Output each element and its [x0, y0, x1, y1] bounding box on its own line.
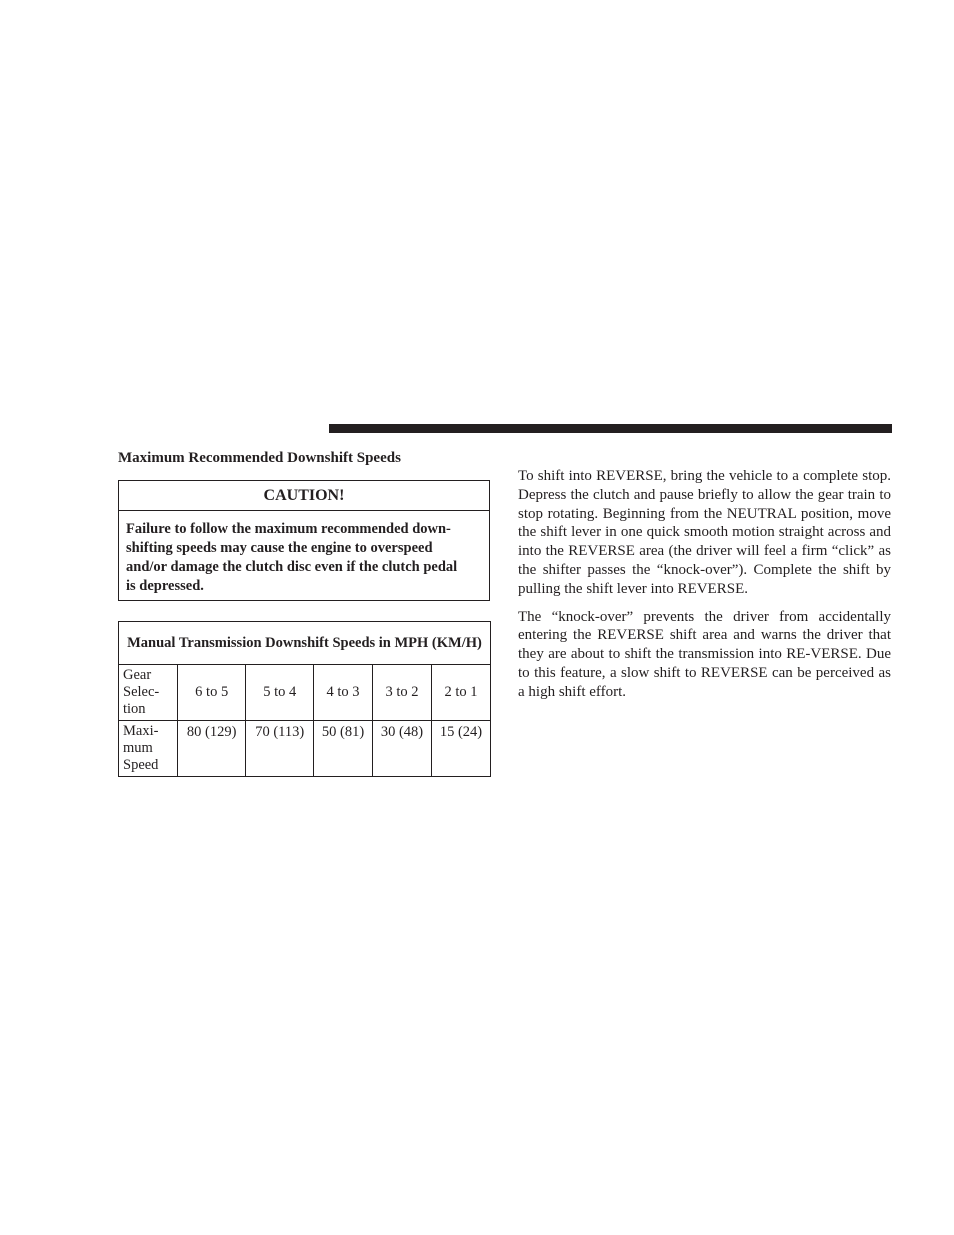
table-cell: 30 (48)	[373, 721, 432, 777]
paragraph-knock-over: The “knock-over” prevents the driver from accidentally entering the REVERSE shift area and warns the driver that they are about to shift the transmission into RE-VERSE. Due to this feature, a slow shift to REVERSE can be perceived as a high shift effort.	[518, 608, 891, 700]
table-cell: 70 (113)	[246, 721, 314, 777]
right-column-text	[518, 467, 891, 711]
table-cell: 15 (24)	[431, 721, 490, 777]
caution-body: Failure to follow the maximum recommended down- shifting speeds may cause the engine to overspeed and/or damage the clutch disc even if the clutch pedal is depressed.	[126, 521, 458, 594]
caution-title: CAUTION!	[119, 481, 489, 511]
table-cell: 4 to 3	[314, 665, 373, 721]
section-header-rule	[329, 424, 892, 433]
table-cell: 50 (81)	[314, 721, 373, 777]
table-cell: 80 (129)	[178, 721, 246, 777]
paragraph-shift-into-reverse: To shift into REVERSE, bring the vehicle to a complete stop. Depress the clutch and pause briefly to allow the gear train to stop rotating. Beginning from the NEUTRAL position, move the shift lever in one quick smooth motion straight across and into the REVERSE area (the driver will feel a firm “click” as the shifter passes the “knock-over”). Complete the shift by pulling the shift lever into REVERSE.	[518, 468, 891, 597]
caution-box	[118, 480, 490, 601]
section-heading: Maximum Recommended Downshift Speeds	[118, 450, 401, 466]
row-label-maximum-speed: Maxi- mum Speed	[119, 721, 178, 777]
table-title-row	[119, 622, 491, 665]
table-row-gear-selection	[119, 665, 491, 721]
row-label-gear-selection: Gear Selec- tion	[119, 665, 178, 721]
table-cell: 6 to 5	[178, 665, 246, 721]
table-row-maximum-speed	[119, 721, 491, 777]
table-title: Manual Transmission Downshift Speeds in MPH (KM/H)	[119, 622, 491, 665]
table-cell: 3 to 2	[373, 665, 432, 721]
downshift-speeds-table	[118, 621, 491, 777]
table-cell: 2 to 1	[431, 665, 490, 721]
table-cell: 5 to 4	[246, 665, 314, 721]
